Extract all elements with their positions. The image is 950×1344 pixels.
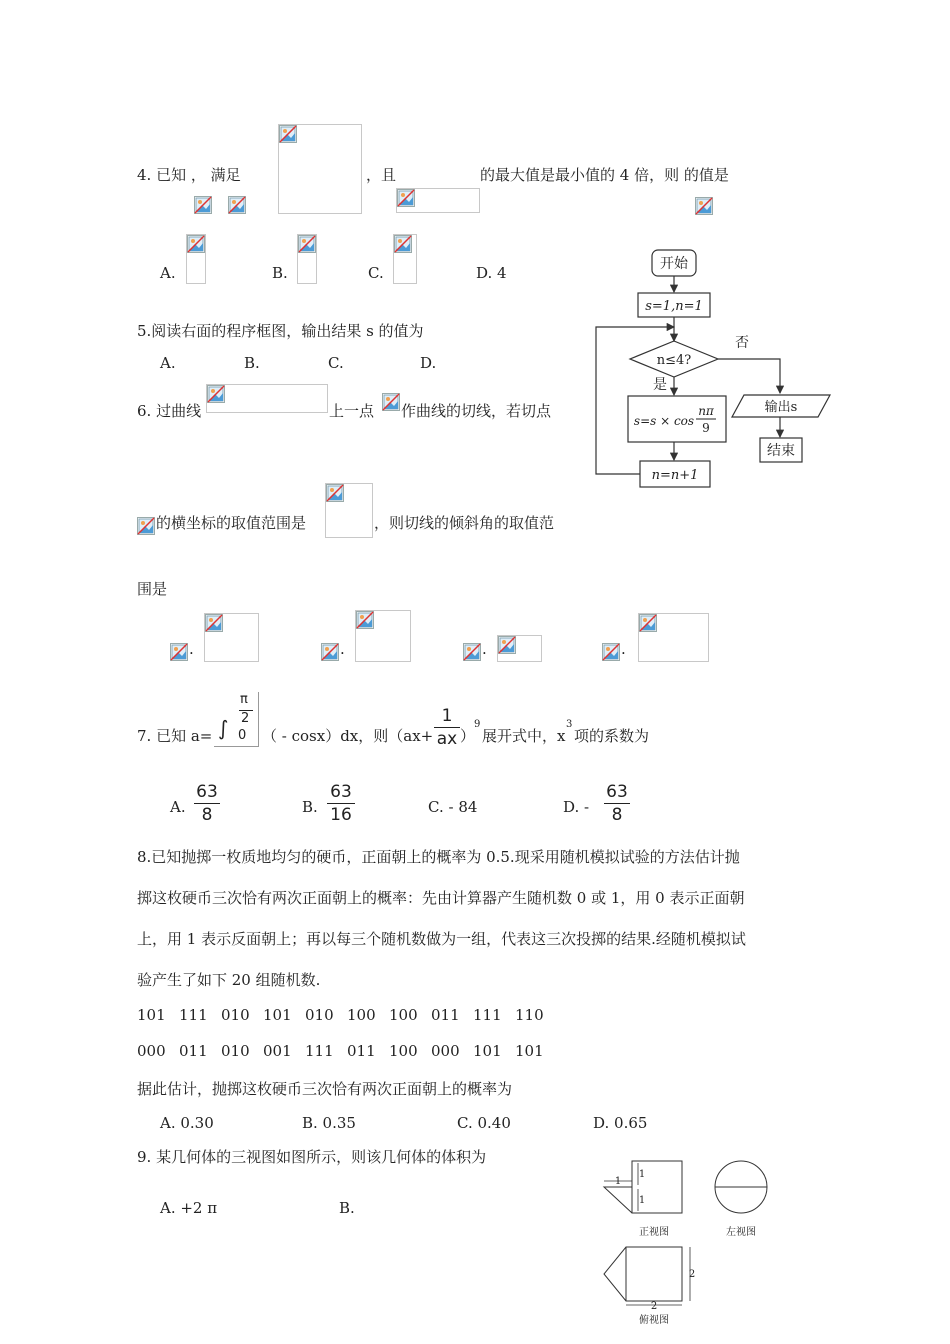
broken-image-icon bbox=[326, 484, 344, 502]
random-number: 010 bbox=[221, 1042, 250, 1060]
frac-num: 63 bbox=[196, 782, 218, 802]
q7-text-3: ） bbox=[460, 727, 476, 745]
no-label: 否 bbox=[735, 335, 749, 351]
frac-den: 8 bbox=[611, 805, 623, 825]
broken-image-icon bbox=[602, 643, 620, 661]
front-view-label: 正视图 bbox=[639, 1227, 669, 1238]
broken-image-icon bbox=[187, 235, 205, 253]
random-number: 011 bbox=[179, 1042, 208, 1060]
q5-option-c: C. bbox=[328, 354, 344, 372]
q7-text-1: 7. 已知 a= bbox=[137, 727, 213, 745]
broken-image-icon bbox=[356, 611, 374, 629]
broken-image-icon bbox=[463, 643, 481, 661]
q7-exp2: 3 bbox=[566, 719, 573, 730]
yes-label: 是 bbox=[653, 377, 667, 393]
random-number: 111 bbox=[473, 1006, 502, 1024]
q6-option-dot: . bbox=[482, 640, 487, 658]
random-number: 010 bbox=[305, 1006, 334, 1024]
image-placeholder bbox=[186, 234, 206, 284]
broken-image-icon bbox=[394, 235, 412, 253]
broken-image-icon bbox=[397, 189, 415, 207]
output-label: 输出s bbox=[764, 400, 798, 415]
q6-option-dot: . bbox=[621, 640, 626, 658]
broken-image-icon bbox=[137, 517, 155, 535]
broken-image-icon bbox=[207, 385, 225, 403]
random-number: 111 bbox=[179, 1006, 208, 1024]
q7-frac-den: ax bbox=[436, 729, 458, 749]
q6-option-dot: . bbox=[340, 640, 345, 658]
q4-text-1: 4. 已知 ， 满足 bbox=[137, 166, 241, 184]
broken-image-icon bbox=[498, 636, 516, 654]
condition-label: n≤4? bbox=[656, 353, 692, 368]
broken-image-icon bbox=[170, 643, 188, 661]
q8-option-c: C. 0.40 bbox=[457, 1114, 511, 1132]
q8-option-b: B. 0.35 bbox=[302, 1114, 356, 1132]
dim-label: 2 bbox=[650, 1301, 658, 1312]
program-flowchart bbox=[590, 245, 840, 505]
q6-option-dot: . bbox=[189, 640, 194, 658]
q6-text-6: 围是 bbox=[137, 580, 168, 598]
frac-num: 63 bbox=[330, 782, 352, 802]
update-n-label: n=n+1 bbox=[651, 468, 699, 483]
side-view-label: 左视图 bbox=[726, 1227, 756, 1238]
q7-integral-block bbox=[214, 692, 259, 747]
random-number: 101 bbox=[515, 1042, 544, 1060]
q8-line-1: 8.已知抛掷一枚质地均匀的硬币，正面朝上的概率为 0.5.现采用随机模拟试验的方法估计抛 bbox=[137, 848, 740, 866]
q8-line-2: 掷这枚硬币三次恰有两次正面朝上的概率：先由计算器产生随机数 0 或 1，用 0 表示正面朝 bbox=[137, 889, 745, 907]
random-number: 101 bbox=[473, 1042, 502, 1060]
q4-option-c: C. bbox=[368, 264, 384, 282]
broken-image-icon bbox=[639, 614, 657, 632]
integral-lower: 0 bbox=[238, 728, 247, 743]
top-view-shape bbox=[604, 1247, 682, 1301]
random-number: 111 bbox=[305, 1042, 334, 1060]
broken-image-icon bbox=[228, 196, 246, 214]
q6-text-3: 作曲线的切线，若切点 bbox=[401, 402, 552, 420]
q7-option-a-label: A. bbox=[170, 798, 186, 816]
random-number: 011 bbox=[431, 1006, 460, 1024]
q5-option-a: A. bbox=[160, 354, 176, 372]
q4-option-b: B. bbox=[272, 264, 288, 282]
three-view-diagram bbox=[596, 1155, 776, 1337]
q9-option-a: A. +2 π bbox=[160, 1199, 218, 1217]
broken-image-icon bbox=[205, 614, 223, 632]
q4-option-d: D. 4 bbox=[476, 264, 507, 282]
q7-option-d-frac bbox=[604, 782, 630, 825]
q4-text-2: ，且 bbox=[366, 166, 397, 184]
q8-option-a: A. 0.30 bbox=[160, 1114, 214, 1132]
q8-line-5: 据此估计，抛掷这枚硬币三次恰有两次正面朝上的概率为 bbox=[137, 1080, 513, 1098]
update-s-label: s=s × cos bbox=[633, 414, 695, 428]
integral-upper-den: 2 bbox=[241, 711, 250, 726]
q9-text: 9. 某几何体的三视图如图所示，则该几何体的体积为 bbox=[137, 1148, 487, 1166]
broken-image-icon bbox=[382, 393, 400, 411]
broken-image-icon bbox=[321, 643, 339, 661]
top-view-label: 俯视图 bbox=[639, 1315, 669, 1326]
q7-text-4: 展开式中，x bbox=[482, 727, 566, 745]
broken-image-icon bbox=[298, 235, 316, 253]
random-number: 001 bbox=[263, 1042, 292, 1060]
q4-option-a: A. bbox=[160, 264, 176, 282]
q7-exp: 9 bbox=[474, 719, 481, 730]
dim-label: 1 bbox=[638, 1195, 646, 1206]
q6-text-5: ，则切线的倾斜角的取值范 bbox=[374, 514, 555, 532]
update-s-frac-den: 9 bbox=[702, 421, 710, 435]
random-number: 100 bbox=[347, 1006, 376, 1024]
image-placeholder bbox=[638, 613, 709, 662]
broken-image-icon bbox=[279, 125, 297, 143]
random-number: 101 bbox=[137, 1006, 166, 1024]
q5-text: 5.阅读右面的程序框图，输出结果 s 的值为 bbox=[137, 322, 424, 340]
q7-frac-num: 1 bbox=[441, 706, 453, 726]
q7-text-2: （ - cosx）dx，则（ax+ bbox=[262, 727, 434, 745]
frac-den: 16 bbox=[330, 805, 352, 825]
q7-option-d-label: D. - bbox=[563, 798, 590, 816]
start-label: 开始 bbox=[660, 256, 688, 272]
image-placeholder bbox=[396, 188, 480, 213]
update-s-frac-num: nπ bbox=[698, 404, 714, 418]
q7-text-5: 项的系数为 bbox=[574, 727, 650, 745]
q5-option-d: D. bbox=[420, 354, 437, 372]
end-label: 结束 bbox=[767, 443, 795, 459]
random-number: 000 bbox=[137, 1042, 166, 1060]
integral-sign: ∫ bbox=[218, 716, 229, 740]
dim-label: 1 bbox=[638, 1169, 646, 1180]
frac-num: 63 bbox=[606, 782, 628, 802]
image-placeholder bbox=[297, 234, 317, 284]
q6-text-4: 的横坐标的取值范围是 bbox=[156, 514, 307, 532]
q7-option-a-frac bbox=[194, 782, 220, 825]
image-placeholder bbox=[278, 124, 362, 214]
image-placeholder bbox=[355, 610, 411, 662]
q8-line-4: 验产生了如下 20 组随机数. bbox=[137, 971, 321, 989]
dim-label: 2 bbox=[688, 1269, 696, 1280]
random-number: 000 bbox=[431, 1042, 460, 1060]
broken-image-icon bbox=[695, 197, 713, 215]
image-placeholder bbox=[204, 613, 259, 662]
image-placeholder bbox=[393, 234, 417, 284]
random-number: 110 bbox=[515, 1006, 544, 1024]
dim-label: 1 bbox=[614, 1176, 622, 1187]
q7-fraction bbox=[434, 706, 460, 749]
q9-option-b: B. bbox=[339, 1199, 355, 1217]
q5-option-b: B. bbox=[244, 354, 260, 372]
broken-image-icon bbox=[194, 196, 212, 214]
random-number: 100 bbox=[389, 1006, 418, 1024]
q6-text-1: 6. 过曲线 bbox=[137, 402, 202, 420]
q4-text-3: 的最大值是最小值的 4 倍，则 的值是 bbox=[480, 166, 729, 184]
front-view-triangle bbox=[604, 1187, 632, 1213]
image-placeholder bbox=[325, 483, 373, 538]
q7-option-b-label: B. bbox=[302, 798, 318, 816]
image-placeholder bbox=[206, 384, 328, 413]
q7-option-c: C. - 84 bbox=[428, 798, 478, 816]
q8-line-3: 上，用 1 表示反面朝上；再以每三个随机数做为一组，代表这三次投掷的结果.经随机模拟试 bbox=[137, 930, 746, 948]
image-placeholder bbox=[497, 635, 542, 662]
q8-option-d: D. 0.65 bbox=[593, 1114, 648, 1132]
random-number: 010 bbox=[221, 1006, 250, 1024]
q6-text-2: 上一点 bbox=[329, 402, 375, 420]
integral-upper-num: π bbox=[240, 692, 248, 707]
random-number: 011 bbox=[347, 1042, 376, 1060]
q7-option-b-frac bbox=[327, 782, 355, 825]
random-number: 101 bbox=[263, 1006, 292, 1024]
random-number: 100 bbox=[389, 1042, 418, 1060]
init-label: s=1,n=1 bbox=[645, 299, 703, 314]
frac-den: 8 bbox=[201, 805, 213, 825]
